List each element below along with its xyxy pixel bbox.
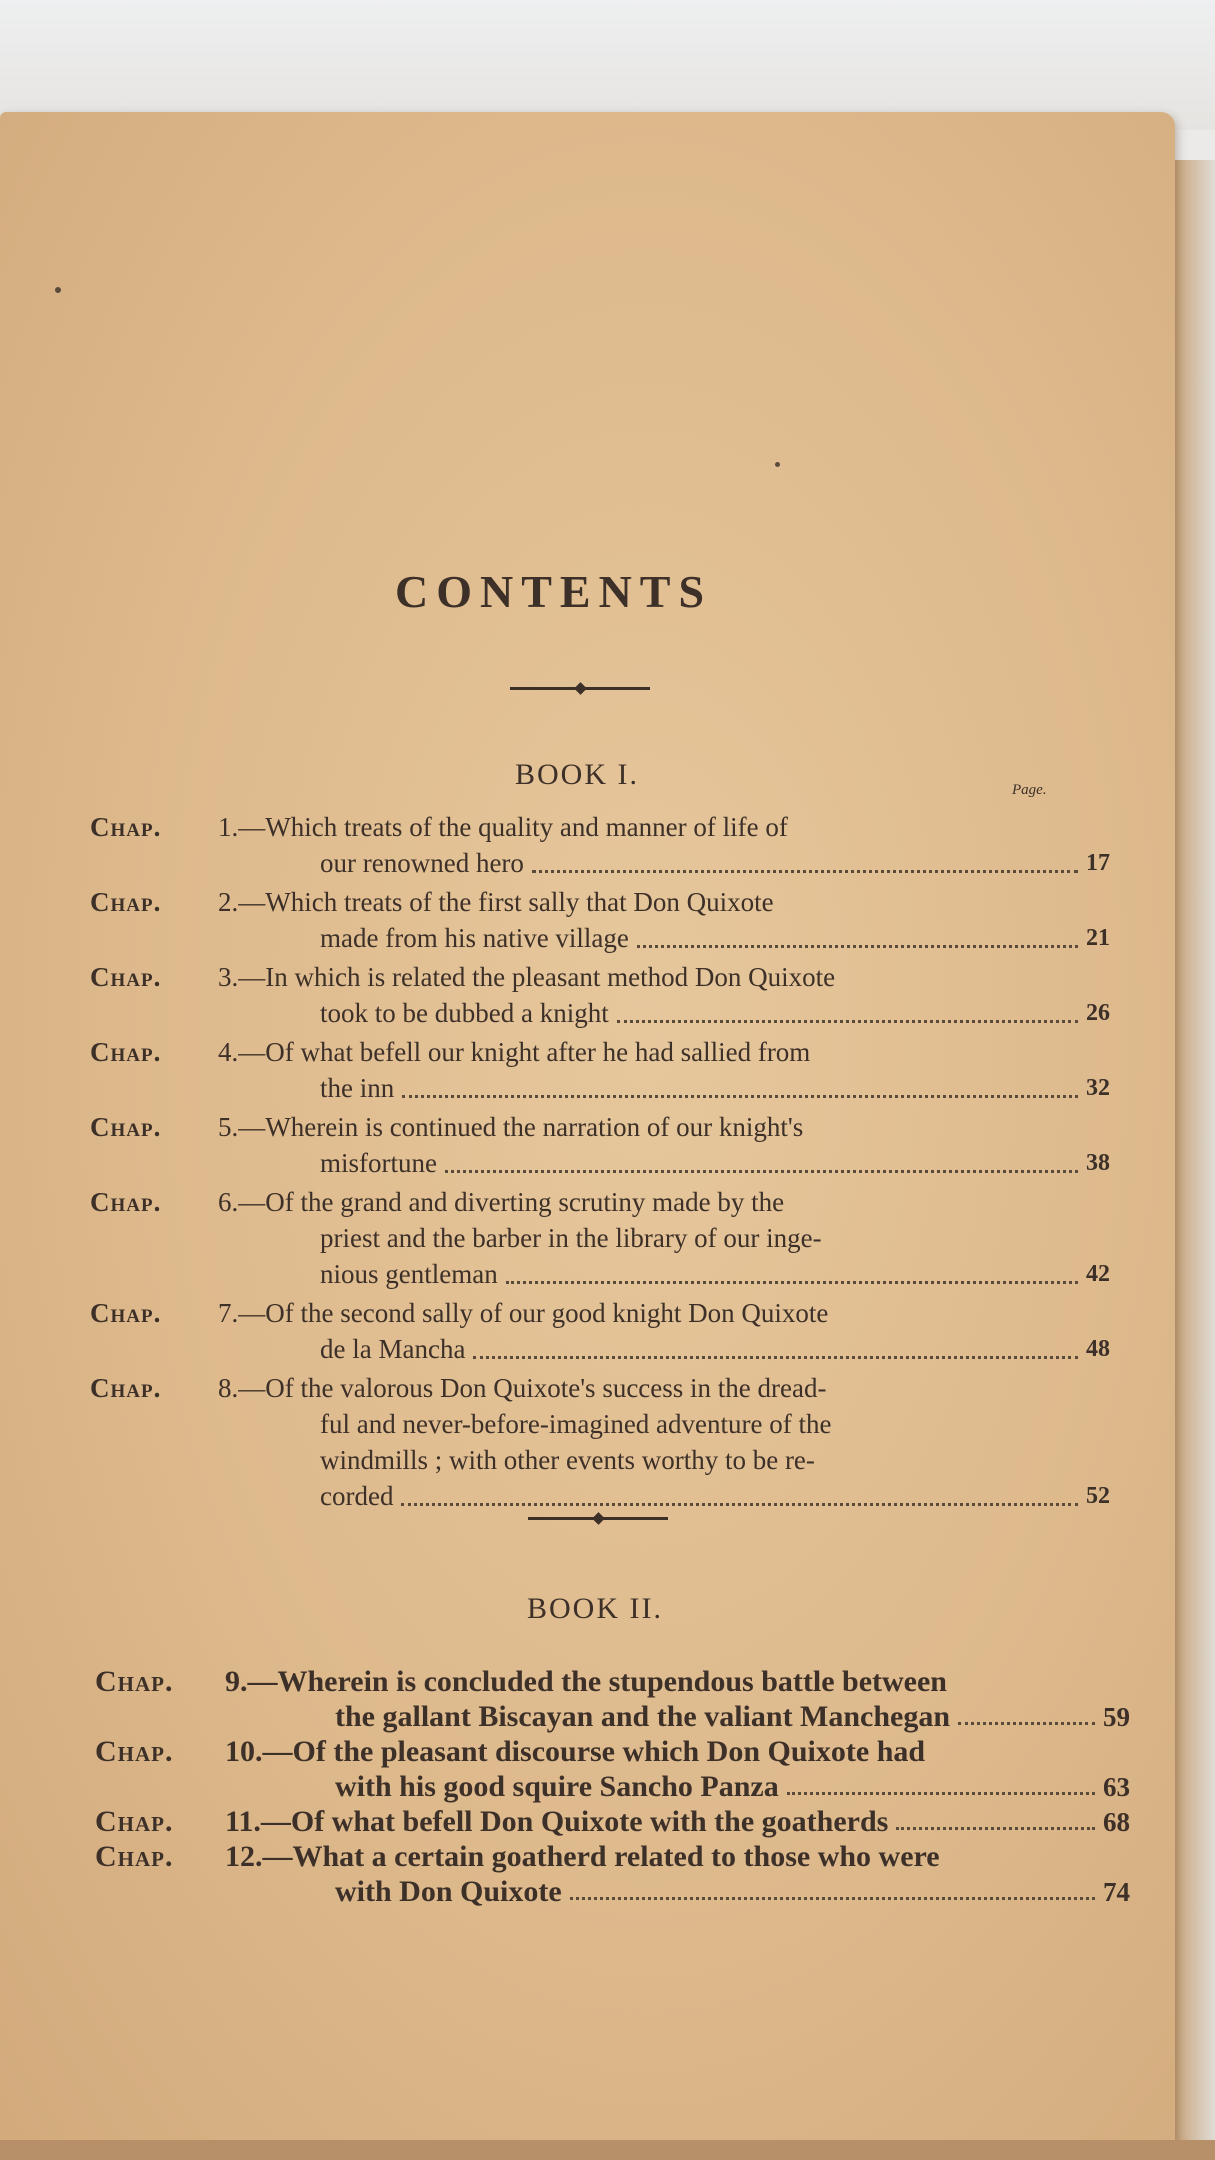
page-number: 21: [1086, 925, 1110, 951]
chapter-title-continued: the inn: [320, 1073, 395, 1103]
chapter-title-continued: made from his native village: [320, 923, 629, 953]
chapter-title-text: Wherein is continued the narration of our knight's: [265, 1112, 804, 1142]
page-number: 32: [1086, 1075, 1110, 1101]
dot-leader: [779, 1770, 1103, 1806]
chapter-title: [218, 887, 774, 918]
toc-entry: [95, 1840, 1130, 1910]
page-number: 59: [1103, 1702, 1130, 1732]
dot-leader: [629, 923, 1086, 959]
toc-line: [95, 1700, 1130, 1735]
page-number: 74: [1103, 1877, 1130, 1907]
chapter-label: Chap.: [90, 812, 162, 842]
divider-ornament: [528, 1517, 668, 1520]
em-dash: —: [238, 1037, 266, 1067]
toc-line: [90, 1223, 1110, 1259]
em-dash: —: [260, 1805, 291, 1838]
chapter-number: 4.: [218, 1037, 239, 1067]
chapter-title: [218, 1187, 784, 1218]
chapter-title: [218, 1373, 826, 1404]
chapter-label: Chap.: [90, 1187, 162, 1217]
dot-leader: [498, 1259, 1086, 1295]
ink-speck: [775, 462, 780, 467]
dot-leader: [465, 1334, 1086, 1370]
em-dash: —: [238, 1373, 266, 1403]
chapter-title-continued: took to be dubbed a knight: [320, 998, 609, 1028]
page-column-label: Page.: [1012, 782, 1047, 798]
dot-leader: [950, 1700, 1103, 1736]
em-dash: —: [238, 1112, 266, 1142]
chapter-title: [218, 1112, 803, 1143]
toc-entry: [95, 1805, 1130, 1840]
dot-leader: [562, 1875, 1103, 1911]
chapter-label: Chap.: [90, 962, 162, 992]
chapter-number: 7.: [218, 1298, 239, 1328]
toc-line: [90, 1259, 1110, 1295]
toc-line: [90, 998, 1110, 1034]
chapter-title-text: In which is related the pleasant method Don Quixote: [265, 962, 836, 992]
background: [0, 0, 1215, 130]
chapter-number: 1.: [218, 812, 239, 842]
chapter-title: [225, 1840, 940, 1874]
toc-line: [90, 1373, 1110, 1409]
toc-entry: [95, 1665, 1130, 1735]
toc-line: [90, 1073, 1110, 1109]
divider-ornament: [510, 687, 650, 690]
em-dash: —: [262, 1735, 293, 1768]
page-number: 42: [1086, 1261, 1110, 1287]
chapter-label: Chap.: [90, 887, 162, 917]
chapter-number: 2.: [218, 887, 239, 917]
toc-line: [95, 1875, 1130, 1910]
toc-line: [90, 1298, 1110, 1334]
em-dash: —: [262, 1840, 293, 1873]
chapter-label: Chap.: [95, 1805, 174, 1838]
toc-line: [90, 1445, 1110, 1481]
chapter-title-text: Of what befell Don Quixote with the goatherds: [290, 1805, 889, 1838]
chapter-number: 10.: [225, 1735, 263, 1768]
chapter-title: [225, 1735, 925, 1769]
chapter-title: [225, 1805, 888, 1839]
chapter-title: [218, 1298, 828, 1329]
chapter-title-text: Which treats of the first sally that Don Quixote: [265, 887, 774, 917]
chapter-title-continued: nious gentleman: [320, 1259, 498, 1289]
chapter-title: [225, 1665, 947, 1699]
chapter-number: 6.: [218, 1187, 239, 1217]
dot-leader: [394, 1073, 1086, 1109]
toc-line: [95, 1840, 1130, 1875]
chapter-title-continued: with Don Quixote: [335, 1875, 562, 1908]
toc-line: [90, 1334, 1110, 1370]
page-number: 48: [1086, 1336, 1110, 1362]
toc-entry: [90, 1298, 1110, 1370]
chapter-title-continued: the gallant Biscayan and the valiant Manchegan: [335, 1700, 951, 1733]
toc-line: [90, 1148, 1110, 1184]
toc-line: [90, 962, 1110, 998]
toc-line: [90, 887, 1110, 923]
chapter-title: [218, 1037, 810, 1068]
page-edge-bottom: [0, 2140, 1215, 2160]
em-dash: —: [238, 962, 266, 992]
chapter-title-continued: windmills ; with other events worthy to be re-: [320, 1445, 815, 1475]
chapter-title-continued: with his good squire Sancho Panza: [335, 1770, 779, 1803]
toc-line: [90, 1037, 1110, 1073]
book-heading: BOOK I.: [515, 758, 639, 791]
toc-entry: [90, 1187, 1110, 1295]
chapter-title: [218, 812, 788, 843]
toc-line: [90, 923, 1110, 959]
chapter-title-text: Wherein is concluded the stupendous battle between: [277, 1665, 947, 1698]
toc-line: [95, 1770, 1130, 1805]
chapter-number: 9.: [225, 1665, 248, 1698]
chapter-number: 8.: [218, 1373, 239, 1403]
chapter-label: Chap.: [90, 1298, 162, 1328]
dot-leader: [888, 1805, 1103, 1841]
chapter-number: 11.: [225, 1805, 261, 1838]
page-number: 52: [1086, 1483, 1110, 1509]
toc-line: [90, 848, 1110, 884]
chapter-title-text: Of the grand and diverting scrutiny made by the: [265, 1187, 785, 1217]
chapter-label: Chap.: [90, 1037, 162, 1067]
chapter-number: 12.: [225, 1840, 263, 1873]
page-number: 38: [1086, 1150, 1110, 1176]
toc-entry: [95, 1735, 1130, 1805]
em-dash: —: [247, 1665, 278, 1698]
chapter-title-continued: corded: [320, 1481, 394, 1511]
chapter-title-text: Of the pleasant discourse which Don Quixote had: [292, 1735, 926, 1768]
chapter-number: 5.: [218, 1112, 239, 1142]
dot-leader: [609, 998, 1086, 1034]
chapter-number: 3.: [218, 962, 239, 992]
chapter-title-text: Which treats of the quality and manner of life of: [265, 812, 788, 842]
em-dash: —: [238, 1187, 266, 1217]
toc-line: [95, 1735, 1130, 1770]
chapter-title-text: Of the valorous Don Quixote's success in the dread-: [265, 1373, 827, 1403]
page-number: 63: [1103, 1772, 1130, 1802]
chapter-title: [218, 962, 835, 993]
book-heading: BOOK II.: [527, 1592, 663, 1625]
em-dash: —: [238, 887, 266, 917]
chapter-title-text: What a certain goatherd related to those who were: [292, 1840, 940, 1873]
chapter-label: Chap.: [95, 1735, 174, 1768]
toc-line: [90, 812, 1110, 848]
chapter-title-continued: de la Mancha: [320, 1334, 466, 1364]
page-number: 68: [1103, 1807, 1130, 1837]
contents-title: CONTENTS: [395, 566, 713, 617]
em-dash: —: [238, 1298, 266, 1328]
chapter-label: Chap.: [95, 1665, 174, 1698]
toc-line: [90, 1481, 1110, 1517]
chapter-title-continued: priest and the barber in the library of our inge-: [320, 1223, 822, 1253]
toc-line: [90, 1409, 1110, 1445]
chapter-title-text: Of the second sally of our good knight Don Quixote: [265, 1298, 829, 1328]
page-number: 26: [1086, 1000, 1110, 1026]
page-number: 17: [1086, 850, 1110, 876]
toc-line: [95, 1665, 1130, 1700]
dot-leader: [393, 1481, 1086, 1517]
toc-entry: [90, 962, 1110, 1034]
toc-entry: [90, 1037, 1110, 1109]
chapter-title-continued: our renowned hero: [320, 848, 524, 878]
dot-leader: [437, 1148, 1086, 1184]
chapter-label: Chap.: [90, 1373, 162, 1403]
em-dash: —: [238, 812, 266, 842]
page-edge: [1175, 160, 1215, 2160]
toc-entry: [90, 1373, 1110, 1517]
dot-leader: [524, 848, 1086, 884]
toc-entry: [90, 887, 1110, 959]
toc-line: [90, 1112, 1110, 1148]
toc-entry: [90, 1112, 1110, 1184]
chapter-label: Chap.: [95, 1840, 174, 1873]
chapter-title-continued: ful and never-before-imagined adventure of the: [320, 1409, 832, 1439]
chapter-label: Chap.: [90, 1112, 162, 1142]
toc-line: [90, 1187, 1110, 1223]
chapter-title-text: Of what befell our knight after he had sallied from: [265, 1037, 811, 1067]
chapter-title-continued: misfortune: [320, 1148, 437, 1178]
ink-speck: [55, 287, 61, 293]
toc-entry: [90, 812, 1110, 884]
toc-line: [95, 1805, 1130, 1840]
